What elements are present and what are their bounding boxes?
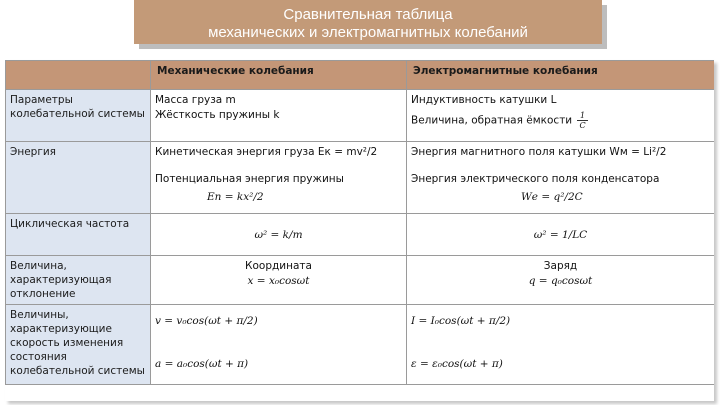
- slide-title-line2: механических и электромагнитных колебаний: [208, 24, 528, 41]
- mech-cell: [151, 256, 407, 305]
- table-row: [6, 305, 715, 385]
- header-electromagnetic: Электромагнитные колебания: [407, 61, 715, 90]
- mech-cell: [151, 90, 407, 142]
- table-row: [6, 90, 715, 142]
- mech-coordinate-label: Координата: [245, 260, 312, 272]
- mech-cell: [151, 305, 407, 385]
- table-row: [6, 214, 715, 256]
- elec-charge-label: Заряд: [543, 260, 578, 272]
- table-header-row: [6, 61, 715, 90]
- table-row: [6, 256, 715, 305]
- mech-acceleration-formula: a = a₀cos(ωt + π): [155, 358, 249, 370]
- comparison-table-sheet: [5, 60, 714, 401]
- mech-potential-energy-label: Потенциальная энергия пружины: [155, 173, 344, 185]
- mech-mass: Масса груза m: [155, 94, 236, 106]
- elec-magnetic-energy: Энергия магнитного поля катушки Wм = Li²/2: [411, 146, 667, 158]
- elec-electric-energy-formula: Wе = q²/2C: [521, 191, 583, 203]
- row-label: Циклическая частота: [6, 214, 151, 256]
- elec-emf-formula: ε = ε₀cos(ωt + π): [411, 358, 503, 370]
- elec-inverse-capacitance: Величина, обратная ёмкости $\frac{1}{C}$: [411, 111, 586, 130]
- elec-current-formula: I = I₀cos(ωt + π/2): [411, 315, 511, 327]
- elec-cell: [407, 90, 715, 142]
- row-label: Величины, характеризующие скорость изменения состояния колебательной системы: [6, 305, 151, 385]
- mech-potential-energy-formula: Eп = kx²/2: [207, 191, 264, 203]
- mech-kinetic-energy: Кинетическая энергия груза Eк = mv²/2: [155, 146, 378, 158]
- row-label: Величина, характеризующая отклонение: [6, 256, 151, 305]
- header-mechanical: Механические колебания: [151, 61, 407, 90]
- elec-cell: [407, 305, 715, 385]
- slide-title-line1: Сравнительная таблица: [283, 6, 453, 23]
- elec-cell: [407, 256, 715, 305]
- table-row: [6, 142, 715, 214]
- mech-stiffness: Жёсткость пружины k: [155, 109, 280, 121]
- elec-cell: [407, 142, 715, 214]
- elec-charge-formula: q = q₀cosωt: [528, 275, 593, 287]
- mech-cell: [151, 142, 407, 214]
- elec-inductance: Индуктивность катушки L: [411, 94, 557, 106]
- mech-coordinate-formula: x = x₀cosωt: [247, 275, 310, 287]
- mech-cyclic-frequency: ω² = k/m: [151, 214, 407, 256]
- row-label: Параметры колебательной системы: [6, 90, 151, 142]
- comparison-table: [5, 60, 714, 385]
- mech-velocity-formula: v = v₀cos(ωt + π/2): [155, 315, 258, 327]
- header-corner: [6, 61, 151, 90]
- inverse-capacitance-fraction: $\frac{1}{C}$: [579, 111, 586, 130]
- elec-cyclic-frequency: ω² = 1/LC: [407, 214, 715, 256]
- slide-title: [134, 0, 602, 44]
- elec-electric-energy-label: Энергия электрического поля конденсатора: [411, 173, 660, 185]
- row-label: Энергия: [6, 142, 151, 214]
